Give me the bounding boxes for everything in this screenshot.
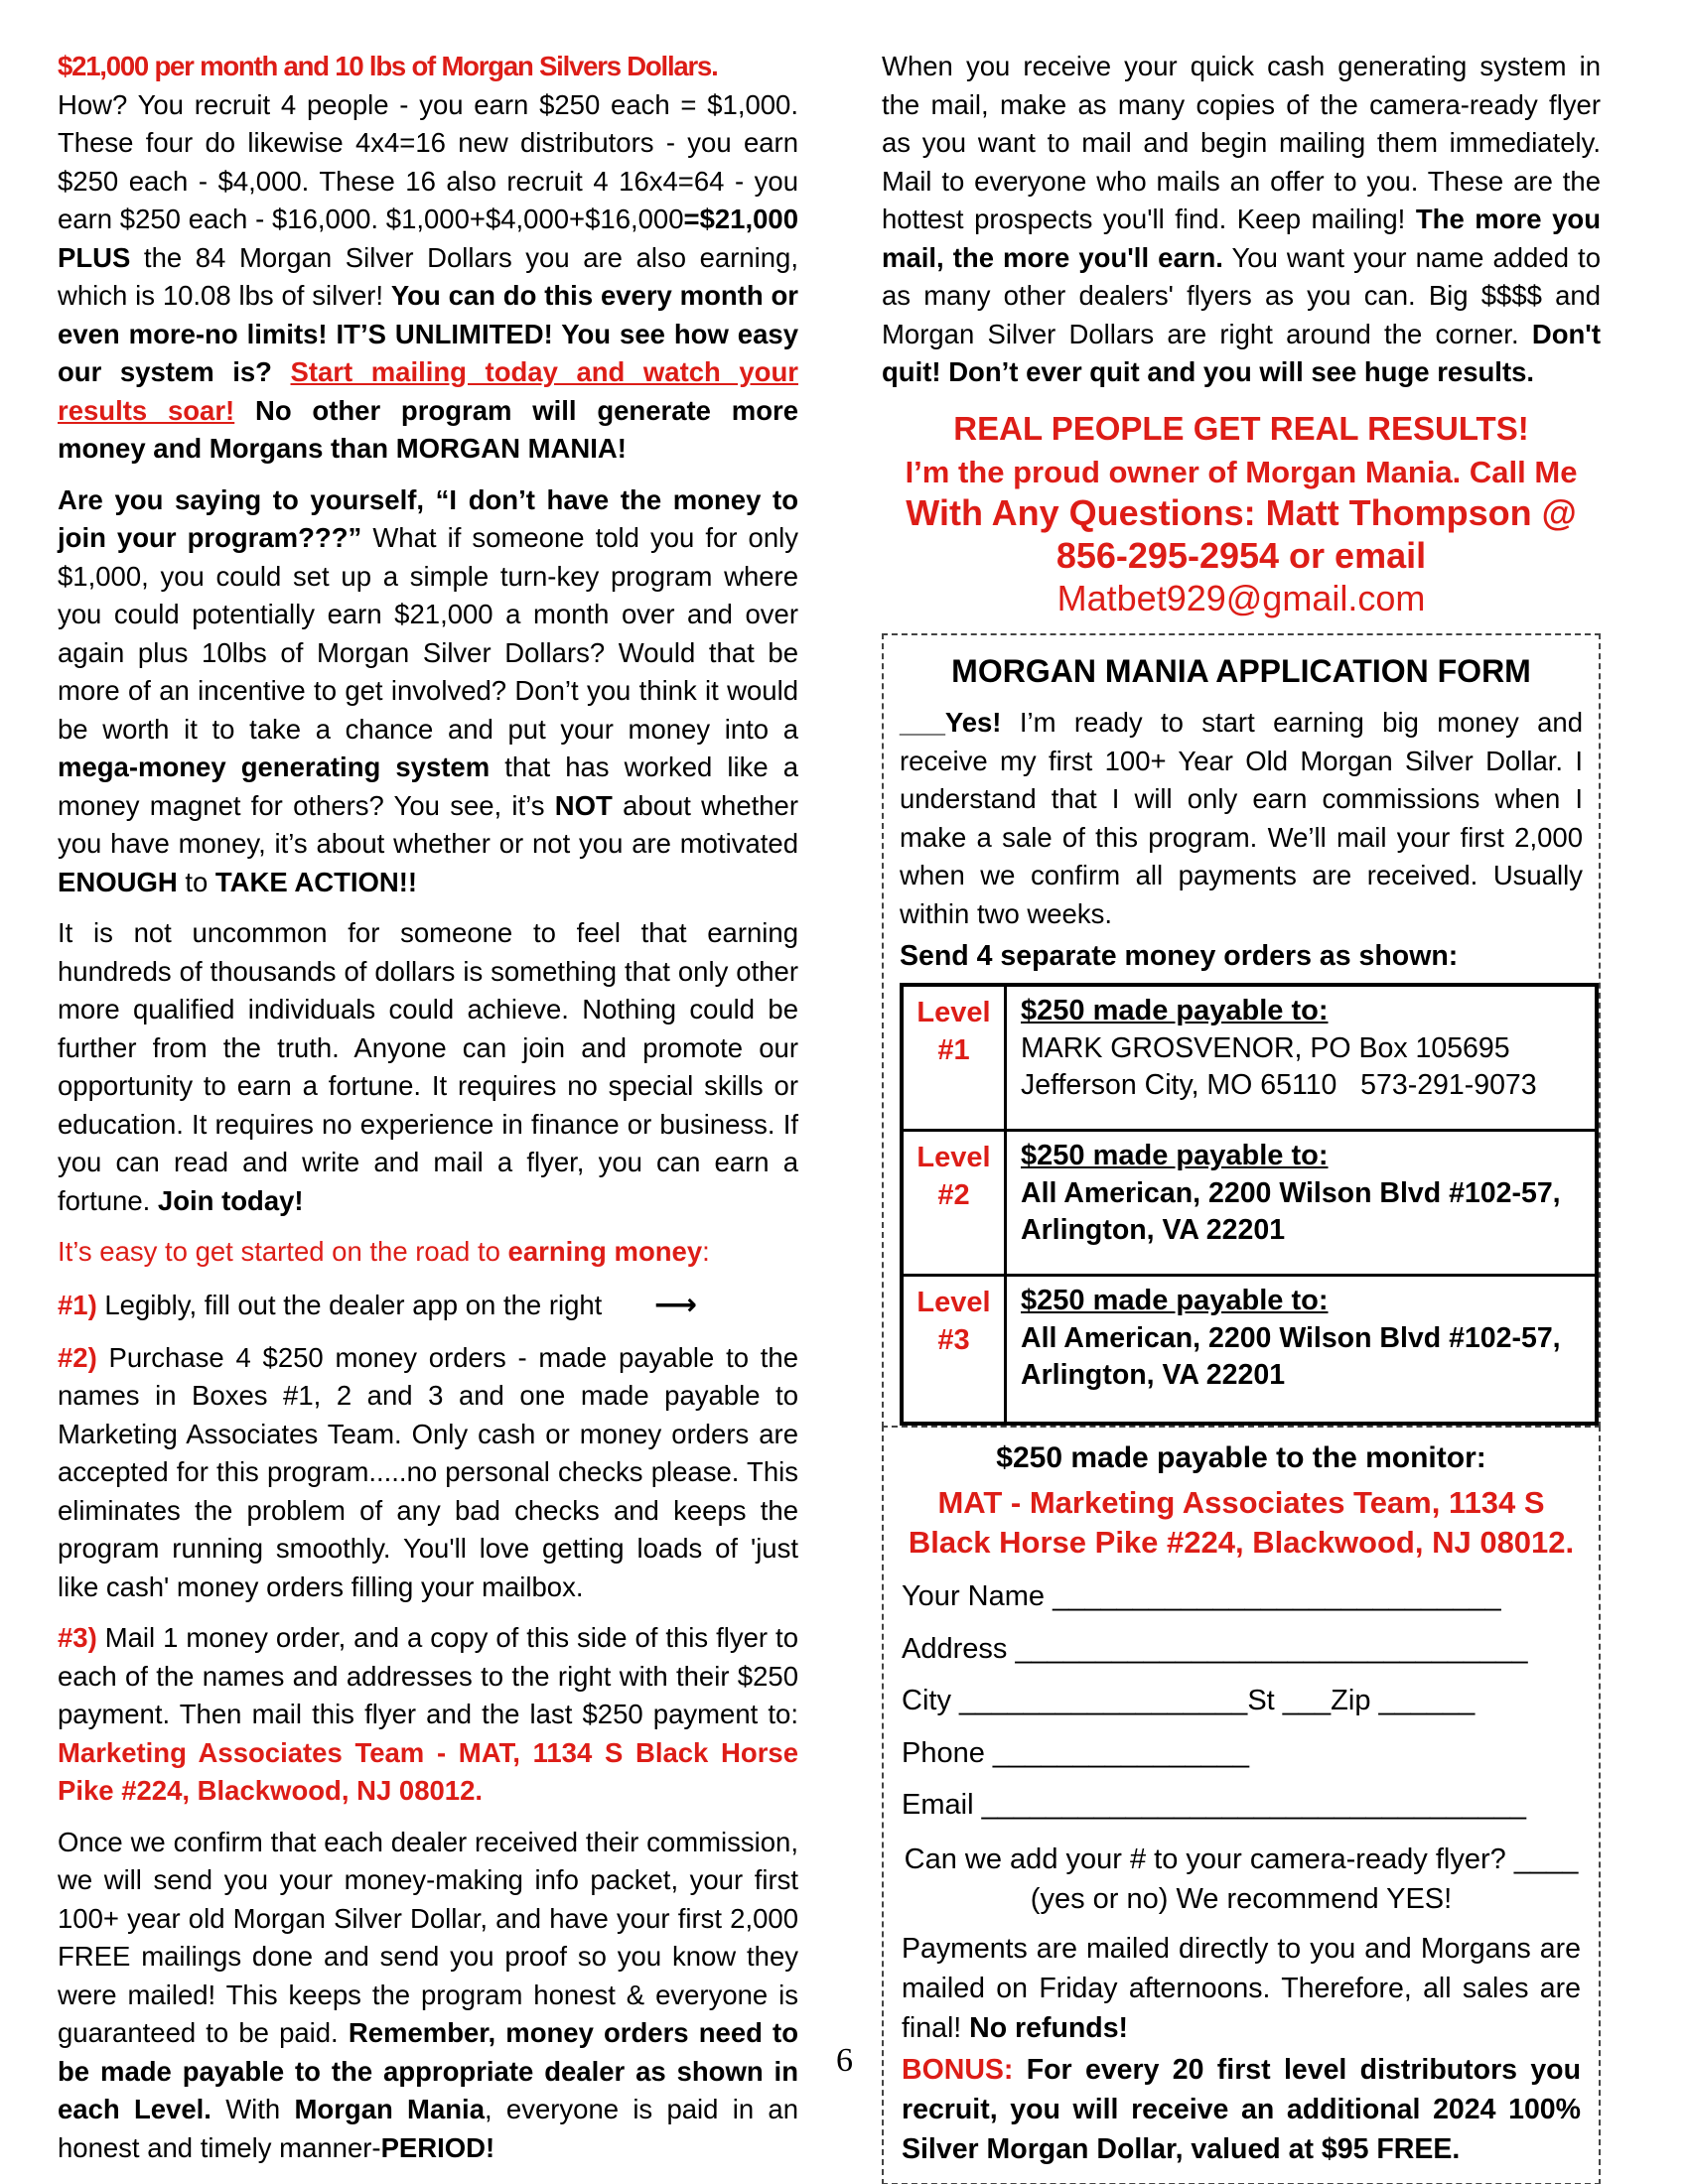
- level-3-payable-heading: $250 made payable to:: [1021, 1285, 1329, 1317]
- left-column: [58, 48, 798, 2184]
- level-1-payable-heading: $250 made payable to:: [1021, 995, 1329, 1027]
- monitor-box: [882, 1426, 1601, 2184]
- level-1-payee: [1007, 987, 1595, 1129]
- form-field-email: Email __________________________________: [902, 1789, 1526, 1822]
- paragraph-receive-system: When you receive your quick cash generating system in the mail, make as many copies of the camera-ready flyer as you want to mail and begin mailing them immediately. Mail to everyone who mails an offer to you. These are the hottest prospects you'll find. Keep mailing! The more you mail, the more you'll earn. You want your name added to as many other dealers' flyers as you can. Big $$$$ and Morgan Silver Dollars are right around the corner. Don't quit! Don’t ever quit and you will see huge results.: [882, 51, 1601, 387]
- level-2-payee: [1007, 1132, 1595, 1274]
- step-3: #3) Mail 1 money order, and a copy of this side of this flyer to each of the names and addresses to the right with their $250 payment. Then mail this flyer and the last $250 payment to: Marketing Associates Team - MAT, 1134 S Black Horse Pike #224, Blackwood, NJ 08012.: [58, 1622, 798, 1806]
- level-number: #3: [937, 1323, 970, 1356]
- headline: $21,000 per month and 10 lbs of Morgan Silvers Dollars.: [58, 51, 718, 81]
- paragraph-intro: [58, 48, 798, 469]
- level-2-label: [904, 1132, 1007, 1274]
- paragraph-easy-start: It’s easy to get started on the road to earning money:: [58, 1236, 710, 1267]
- step-1-text: #1) Legibly, fill out the dealer app on the right: [58, 1289, 603, 1320]
- levels-table: [900, 983, 1599, 1426]
- right-column: [882, 48, 1601, 2184]
- right-arrow-icon: ⟶: [653, 1287, 697, 1322]
- paragraph-money-to-join: Are you saying to yourself, “I don’t have the money to join your program???” What if someone told you for only $1,000, you could set up a simple turn-key program where you could potentially earn $21,000 a month over and over again plus 10lbs of Morgan Silver Dollars? Would that be more of an incentive to get involved? Don’t you think it would be worth it to take a chance and put your money into a mega-money generating system that has worked like a money magnet for others? You see, it’s NOT about whether you have money, it’s about whether or not you are motivated ENOUGH to TAKE ACTION!!: [58, 483, 798, 897]
- intro-text: How? You recruit 4 people - you earn $250 each = $1,000. These four do likewise 4x4=16 new distributors - you earn $250 each - $4,000. These 16 also recruit 4 16x4=64 - you earn $250 each - $16,000. $1,000+$4,000+$16,000=$21,000 PLUS the 84 Morgan Silver Dollars you are also earning, which is 10.08 lbs of silver! You can do this every month or even more-no limits! IT’S UNLIMITED! You see how easy our system is? Start mailing today and watch your results soar! No other program will generate more money and Morgans than MORGAN MANIA!: [58, 88, 798, 464]
- monitor-address: MAT - Marketing Associates Team, 1134 S Black Horse Pike #224, Blackwood, NJ 08012.: [908, 1485, 1575, 1560]
- level-3-address: All American, 2200 Wilson Blvd #102-57, Arlington, VA 22201: [1021, 1321, 1561, 1392]
- payments-paragraph: Payments are mailed directly to you and Morgans are mailed on Friday afternoons. Therefore, all sales are final! No refunds!: [902, 1933, 1581, 2044]
- level-word: Level: [916, 1287, 991, 1319]
- paragraph-anyone-can-join: It is not uncommon for someone to feel that earning hundreds of thousands of dollars is something that only other more qualified individuals could achieve. Nothing could be further from the truth. Anyone can join and promote our opportunity to earn a fortune. It requires no special skills or education. It requires no experience in finance or business. If you can read and write and mail a flyer, you can earn a fortune. Join today!: [58, 917, 798, 1216]
- level-word: Level: [916, 1142, 991, 1174]
- form-field-city-st-zip: City __________________St ___Zip ______: [902, 1685, 1476, 1717]
- level-1-row: [904, 987, 1595, 1132]
- level-2-payable-heading: $250 made payable to:: [1021, 1140, 1329, 1172]
- monitor-payable-line: $250 made payable to the monitor:: [996, 1441, 1486, 1475]
- form-field-phone: Phone ________________: [902, 1736, 1249, 1769]
- real-results-line: REAL PEOPLE GET REAL RESULTS!: [953, 409, 1529, 447]
- level-number: #2: [937, 1178, 970, 1211]
- level-2-row: [904, 1132, 1595, 1277]
- camera-flyer-recommend: (yes or no) We recommend YES!: [1030, 1883, 1453, 1916]
- level-3-label: [904, 1277, 1007, 1422]
- paragraph-confirmation: Once we confirm that each dealer received their commission, we will send you your money-making info packet, your first 100+ year old Morgan Silver Dollar, and have your first 2,000 FREE mailings done and send you proof so you know they were mailed! This keeps the program honest & everyone is guaranteed to be paid. Remember, money orders need to be made payable to the appropriate dealer as shown in each Level. With Morgan Mania, everyone is paid in an honest and timely manner-PERIOD!: [58, 1826, 799, 2163]
- application-form-box: [882, 633, 1601, 1428]
- camera-flyer-question: Can we add your # to your camera-ready flyer? ____: [904, 1843, 1579, 1875]
- application-form-title: MORGAN MANIA APPLICATION FORM: [951, 653, 1531, 690]
- form-field-your-name: Your Name ____________________________: [902, 1580, 1501, 1613]
- page-number: 6: [836, 2042, 853, 2079]
- send-instruction: Send 4 separate money orders as shown:: [900, 940, 1459, 973]
- level-number: #1: [937, 1033, 970, 1066]
- form-field-address: Address ________________________________: [902, 1632, 1528, 1665]
- owner-contact-line: I’m the proud owner of Morgan Mania. Call Me With Any Questions: Matt Thompson @ 856-295-2954 or email Matbet929@gmail.com: [905, 454, 1578, 619]
- application-fields: [902, 1575, 1581, 1828]
- level-3-payee: [1007, 1277, 1595, 1422]
- step-2: #2) Purchase 4 $250 money orders - made payable to the names in Boxes #1, 2 and 3 and one made payable to Marketing Associates Team. Only cash or money orders are accepted for this program.....no personal checks please. This eliminates the problem of any bad checks and keeps the program running smoothly. You'll love getting loads of 'just like cash' money orders filling your mailbox.: [58, 1341, 798, 1602]
- step-1: [58, 1285, 798, 1326]
- bonus-paragraph: BONUS: For every 20 first level distributors you recruit, you will receive an additional 2024 100% Silver Morgan Dollar, valued at $95 FREE.: [902, 2053, 1581, 2165]
- yes-paragraph: ___Yes! I’m ready to start earning big money and receive my first 100+ Year Old Morgan Silver Dollar. I understand that I will only earn commissions when I make a sale of this program. We’ll mail your first 2,000 when we confirm all payments are received. Usually within two weeks.: [900, 707, 1583, 929]
- level-word: Level: [916, 997, 991, 1029]
- level-2-address: All American, 2200 Wilson Blvd #102-57, Arlington, VA 22201: [1021, 1176, 1561, 1247]
- level-1-label: [904, 987, 1007, 1129]
- level-3-row: [904, 1277, 1595, 1422]
- level-1-address: MARK GROSVENOR, PO Box 105695 Jefferson City, MO 65110 573-291-9073: [1021, 1031, 1537, 1102]
